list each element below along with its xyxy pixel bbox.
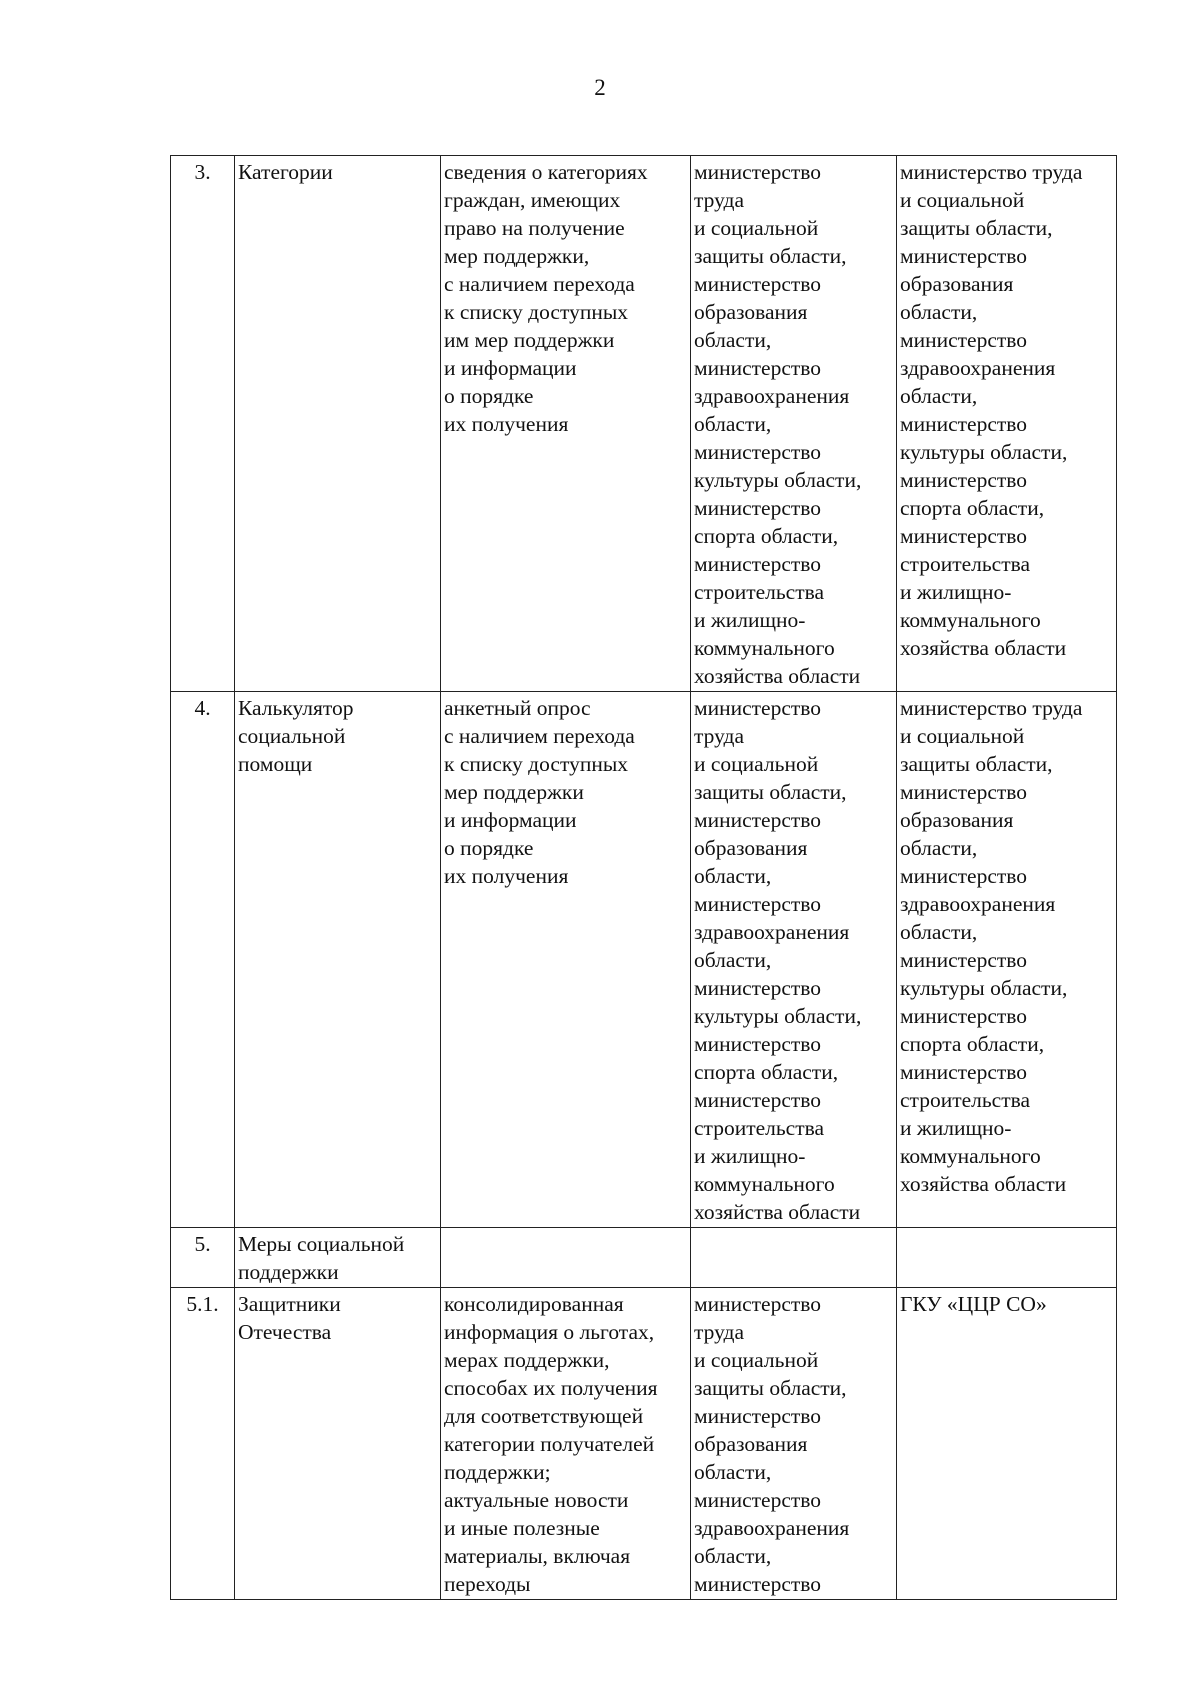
cell-number: 3.: [171, 156, 235, 692]
cell-text-line: защиты области,: [900, 216, 1053, 240]
cell-text-line: защиты области,: [900, 752, 1053, 776]
cell-text-line: к списку доступных: [444, 752, 629, 776]
cell-text-line: хозяйства области: [694, 1200, 861, 1224]
cell-text-line: труда: [694, 724, 745, 748]
cell-text-line: материалы, включая: [444, 1544, 631, 1568]
cell-text-line: области,: [900, 300, 978, 324]
cell-text-line: министерство: [694, 1572, 822, 1596]
cell-text-line: спорта области,: [694, 524, 839, 548]
cell-text-line: Меры социальной: [238, 1232, 405, 1256]
cell-text-line: и социальной: [900, 724, 1025, 748]
cell-name: [235, 1228, 441, 1288]
cell-text-line: о порядке: [444, 836, 534, 860]
cell-text-line: поддержки;: [444, 1460, 551, 1484]
cell-text-line: для соответствующей: [444, 1404, 644, 1428]
cell-text-line: культуры области,: [900, 976, 1068, 1000]
cell-text-line: строительства: [694, 1116, 825, 1140]
cell-text-line: области,: [694, 1460, 772, 1484]
cell-text-line: и социальной: [694, 1348, 819, 1372]
cell-description: [441, 1288, 691, 1600]
cell-text-line: министерство: [900, 1004, 1028, 1028]
cell-text-line: и жилищно-: [900, 1116, 1012, 1140]
cell-text-line: министерство: [694, 1032, 822, 1056]
cell-text-line: министерство: [900, 1060, 1028, 1084]
cell-text-line: труда: [694, 1320, 745, 1344]
cell-text-line: актуальные новости: [444, 1488, 629, 1512]
cell-text-line: мерах поддержки,: [444, 1348, 610, 1372]
cell-text-line: к списку доступных: [444, 300, 629, 324]
cell-text-line: их получения: [444, 412, 569, 436]
cell-text-line: министерство: [694, 976, 822, 1000]
cell-text-line: министерство труда: [900, 696, 1083, 720]
cell-responsible: [691, 692, 897, 1228]
cell-text-line: культуры области,: [694, 1004, 862, 1028]
cell-description: [441, 156, 691, 692]
cell-text-line: социальной: [238, 724, 346, 748]
cell-text-line: помощи: [238, 752, 313, 776]
cell-text-line: министерство: [694, 892, 822, 916]
cell-text-line: министерство труда: [900, 160, 1083, 184]
cell-text-line: коммунального: [900, 608, 1041, 632]
cell-text-line: министерство: [900, 244, 1028, 268]
cell-text-line: коммунального: [694, 636, 835, 660]
cell-text-line: министерство: [694, 1404, 822, 1428]
cell-text-line: Калькулятор: [238, 696, 354, 720]
cell-text-line: министерство: [694, 552, 822, 576]
cell-text-line: мер поддержки: [444, 780, 584, 804]
cell-text-line: министерство: [900, 412, 1028, 436]
cell-text-line: ГКУ «ЦЦР СО»: [900, 1292, 1047, 1316]
cell-text-line: министерство: [900, 864, 1028, 888]
cell-text-line: строительства: [900, 1088, 1031, 1112]
cell-text-line: министерство: [900, 468, 1028, 492]
cell-text-line: спорта области,: [900, 1032, 1045, 1056]
cell-operator: [897, 1288, 1117, 1600]
cell-text-line: Защитники: [238, 1292, 341, 1316]
cell-text-line: их получения: [444, 864, 569, 888]
cell-text-line: образования: [694, 836, 808, 860]
cell-text-line: области,: [900, 384, 978, 408]
cell-text-line: и жилищно-: [900, 580, 1012, 604]
cell-text-line: и информации: [444, 808, 577, 832]
cell-text-line: способах их получения: [444, 1376, 658, 1400]
cell-description: [441, 1228, 691, 1288]
cell-text-line: министерство: [694, 1088, 822, 1112]
cell-text-line: и иные полезные: [444, 1516, 600, 1540]
cell-name: [235, 1288, 441, 1600]
cell-text-line: коммунального: [694, 1172, 835, 1196]
cell-name: [235, 156, 441, 692]
cell-text-line: здравоохранения: [900, 356, 1056, 380]
cell-text-line: области,: [694, 412, 772, 436]
cell-text-line: и информации: [444, 356, 577, 380]
cell-text-line: защиты области,: [694, 780, 847, 804]
cell-responsible: [691, 1228, 897, 1288]
table-row: [171, 1228, 1117, 1288]
cell-text-line: право на получение: [444, 216, 625, 240]
cell-text-line: Категории: [238, 160, 333, 184]
cell-text-line: строительства: [900, 552, 1031, 576]
cell-operator: [897, 692, 1117, 1228]
cell-text-line: области,: [900, 836, 978, 860]
cell-text-line: защиты области,: [694, 244, 847, 268]
cell-text-line: министерство: [900, 948, 1028, 972]
cell-text-line: министерство: [900, 328, 1028, 352]
table-row: [171, 1288, 1117, 1600]
cell-text-line: министерство: [694, 272, 822, 296]
cell-text-line: министерство: [694, 1292, 822, 1316]
cell-text-line: министерство: [694, 440, 822, 464]
cell-text-line: образования: [900, 808, 1014, 832]
cell-text-line: консолидированная: [444, 1292, 624, 1316]
cell-text-line: области,: [694, 1544, 772, 1568]
cell-text-line: образования: [900, 272, 1014, 296]
cell-text-line: поддержки: [238, 1260, 339, 1284]
cell-number: 4.: [171, 692, 235, 1228]
cell-text-line: области,: [694, 864, 772, 888]
cell-text-line: министерство: [900, 524, 1028, 548]
cell-text-line: хозяйства области: [694, 664, 861, 688]
measures-table: [170, 155, 1117, 1600]
table-row: [171, 692, 1117, 1228]
page-number: 2: [594, 75, 606, 100]
cell-name: [235, 692, 441, 1228]
cell-text-line: спорта области,: [900, 496, 1045, 520]
cell-text-line: Отечества: [238, 1320, 332, 1344]
cell-text-line: информация о льготах,: [444, 1320, 655, 1344]
cell-text-line: здравоохранения: [694, 1516, 850, 1540]
cell-text-line: мер поддержки,: [444, 244, 590, 268]
cell-text-line: министерство: [694, 696, 822, 720]
cell-text-line: культуры области,: [900, 440, 1068, 464]
cell-operator: [897, 1228, 1117, 1288]
cell-text-line: области,: [900, 920, 978, 944]
cell-responsible: [691, 1288, 897, 1600]
cell-responsible: [691, 156, 897, 692]
cell-text-line: строительства: [694, 580, 825, 604]
cell-text-line: сведения о категориях: [444, 160, 648, 184]
cell-text-line: культуры области,: [694, 468, 862, 492]
cell-text-line: министерство: [694, 1488, 822, 1512]
cell-text-line: и социальной: [900, 188, 1025, 212]
cell-text-line: министерство: [694, 160, 822, 184]
cell-text-line: труда: [694, 188, 745, 212]
cell-text-line: переходы: [444, 1572, 531, 1596]
cell-text-line: граждан, имеющих: [444, 188, 621, 212]
cell-number: 5.: [171, 1228, 235, 1288]
cell-text-line: министерство: [694, 356, 822, 380]
cell-text-line: области,: [694, 328, 772, 352]
cell-description: [441, 692, 691, 1228]
cell-text-line: здравоохранения: [694, 920, 850, 944]
cell-text-line: защиты области,: [694, 1376, 847, 1400]
cell-text-line: и социальной: [694, 752, 819, 776]
cell-text-line: хозяйства области: [900, 636, 1067, 660]
cell-text-line: области,: [694, 948, 772, 972]
cell-text-line: и социальной: [694, 216, 819, 240]
cell-text-line: здравоохранения: [694, 384, 850, 408]
cell-number: 5.1.: [171, 1288, 235, 1600]
cell-text-line: с наличием перехода: [444, 272, 635, 296]
cell-text-line: министерство: [694, 496, 822, 520]
cell-text-line: анкетный опрос: [444, 696, 591, 720]
cell-text-line: министерство: [900, 780, 1028, 804]
cell-text-line: спорта области,: [694, 1060, 839, 1084]
cell-text-line: им мер поддержки: [444, 328, 615, 352]
cell-text-line: образования: [694, 300, 808, 324]
cell-text-line: коммунального: [900, 1144, 1041, 1168]
cell-text-line: министерство: [694, 808, 822, 832]
table-row: [171, 156, 1117, 692]
cell-text-line: здравоохранения: [900, 892, 1056, 916]
cell-text-line: и жилищно-: [694, 1144, 806, 1168]
cell-text-line: образования: [694, 1432, 808, 1456]
cell-operator: [897, 156, 1117, 692]
cell-text-line: хозяйства области: [900, 1172, 1067, 1196]
cell-text-line: категории получателей: [444, 1432, 655, 1456]
table-body: [171, 156, 1117, 1600]
cell-text-line: и жилищно-: [694, 608, 806, 632]
cell-text-line: с наличием перехода: [444, 724, 635, 748]
cell-text-line: о порядке: [444, 384, 534, 408]
